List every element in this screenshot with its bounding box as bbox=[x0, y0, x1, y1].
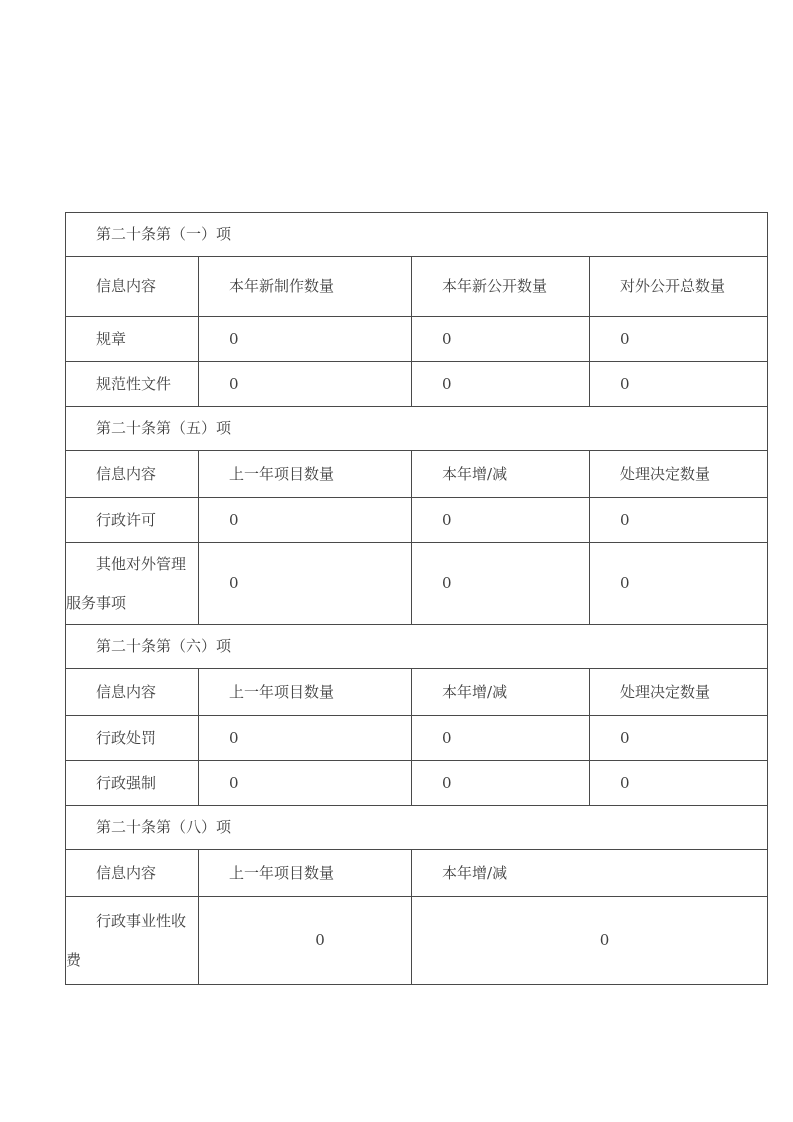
section-row bbox=[66, 407, 768, 451]
cell-value: 0 bbox=[199, 543, 412, 625]
column-header-row bbox=[66, 257, 768, 317]
column-header bbox=[412, 451, 590, 498]
cell-value: 0 bbox=[199, 317, 412, 362]
row-label: 其他对外管理服务事项 bbox=[66, 543, 199, 625]
column-header: 上一年项目数量 bbox=[199, 850, 412, 897]
cell-value: 0 bbox=[590, 716, 768, 761]
header-text-sans: 本年增 bbox=[442, 864, 488, 882]
row-label: 行政事业性收费 bbox=[66, 897, 199, 985]
column-header: 信息内容 bbox=[66, 257, 199, 317]
cell-value: 0 bbox=[590, 498, 768, 543]
cell-value: 0 bbox=[412, 498, 590, 543]
row-label: 规范性文件 bbox=[66, 362, 199, 407]
header-text-serif: /减 bbox=[487, 863, 508, 882]
cell-value: 0 bbox=[590, 317, 768, 362]
column-header: 处理决定数量 bbox=[590, 669, 768, 716]
row-label: 规章 bbox=[66, 317, 199, 362]
cell-value: 0 bbox=[199, 362, 412, 407]
cell-value: 0 bbox=[590, 761, 768, 806]
column-header: 本年新制作数量 bbox=[199, 257, 412, 317]
column-header: 信息内容 bbox=[66, 451, 199, 498]
row-label: 行政许可 bbox=[66, 498, 199, 543]
cell-value: 0 bbox=[412, 543, 590, 625]
cell-value: 0 bbox=[590, 362, 768, 407]
cell-value: 0 bbox=[590, 543, 768, 625]
header-text-sans: 本年增 bbox=[442, 465, 488, 483]
table-row bbox=[66, 543, 768, 625]
table-row bbox=[66, 897, 768, 985]
column-header: 信息内容 bbox=[66, 669, 199, 716]
section-row bbox=[66, 806, 768, 850]
section-title: 第二十条第（一）项 bbox=[66, 213, 768, 257]
row-label: 行政强制 bbox=[66, 761, 199, 806]
cell-value: 0 bbox=[199, 761, 412, 806]
header-text-serif: /减 bbox=[487, 682, 508, 701]
column-header bbox=[412, 850, 768, 897]
table-row bbox=[66, 498, 768, 543]
table-row bbox=[66, 716, 768, 761]
column-header-row bbox=[66, 850, 768, 897]
column-header: 上一年项目数量 bbox=[199, 669, 412, 716]
column-header: 上一年项目数量 bbox=[199, 451, 412, 498]
section-title: 第二十条第（五）项 bbox=[66, 407, 768, 451]
cell-value: 0 bbox=[412, 761, 590, 806]
cell-value: 0 bbox=[412, 317, 590, 362]
column-header-row bbox=[66, 451, 768, 498]
column-header: 处理决定数量 bbox=[590, 451, 768, 498]
cell-value: 0 bbox=[199, 716, 412, 761]
header-text-serif: /减 bbox=[487, 464, 508, 483]
table-row bbox=[66, 761, 768, 806]
section-row bbox=[66, 213, 768, 257]
section-title: 第二十条第（八）项 bbox=[66, 806, 768, 850]
section-row bbox=[66, 625, 768, 669]
column-header-row bbox=[66, 669, 768, 716]
column-header bbox=[412, 669, 590, 716]
cell-value: 0 bbox=[412, 897, 768, 985]
column-header: 对外公开总数量 bbox=[590, 257, 768, 317]
column-header: 本年新公开数量 bbox=[412, 257, 590, 317]
row-label: 行政处罚 bbox=[66, 716, 199, 761]
table-row bbox=[66, 317, 768, 362]
cell-value: 0 bbox=[199, 498, 412, 543]
column-header: 信息内容 bbox=[66, 850, 199, 897]
cell-value: 0 bbox=[412, 716, 590, 761]
cell-value: 0 bbox=[199, 897, 412, 985]
disclosure-table bbox=[65, 212, 768, 985]
section-title: 第二十条第（六）项 bbox=[66, 625, 768, 669]
cell-value: 0 bbox=[412, 362, 590, 407]
header-text-sans: 本年增 bbox=[442, 683, 488, 701]
table-row bbox=[66, 362, 768, 407]
disclosure-table-body bbox=[66, 213, 768, 985]
